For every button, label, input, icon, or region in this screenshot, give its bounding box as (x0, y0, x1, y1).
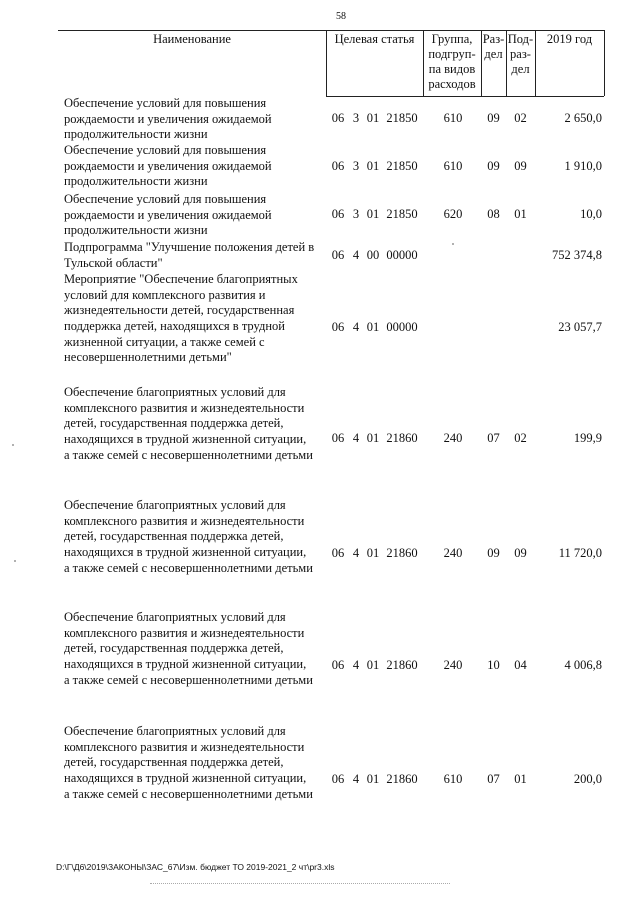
row-b-cell: 4 (352, 431, 360, 445)
scan-speck (14, 560, 16, 562)
row-c-cell: 01 (366, 320, 380, 334)
page-number: 58 (336, 11, 346, 22)
row-amt-cell: 23 057,7 (558, 320, 602, 334)
row-name-line: Обеспечение условий для повышения (64, 96, 267, 110)
row-name-line: детей, государственная поддержка детей, (64, 755, 284, 770)
header-section: Раз- дел (482, 32, 505, 61)
row-sub-cell: 01 (514, 207, 527, 221)
row-d-cell: 21850 (386, 159, 418, 173)
row-b-cell: 4 (352, 248, 360, 262)
row-name-line: находящихся в трудной жизненной ситуации, (64, 545, 307, 560)
row-grp-cell: 610 (443, 772, 463, 786)
row-sec-cell: 09 (487, 546, 500, 560)
row-name-line: Обеспечение благоприятных условий для (64, 498, 286, 512)
header-subsection: Под- раз- дел (507, 32, 534, 76)
row-sec-cell: 09 (487, 159, 500, 173)
row-name-line: детей, государственная поддержка детей, (64, 416, 284, 431)
row-c-cell: 01 (366, 207, 380, 221)
row-d-cell: 21850 (386, 111, 418, 125)
row-name-line: Обеспечение условий для повышения (64, 192, 267, 206)
row-d-cell: 21850 (386, 207, 418, 221)
row-grp-cell: 240 (443, 546, 463, 560)
row-a-cell: 06 (331, 772, 345, 786)
row-d-cell: 00000 (386, 320, 418, 334)
row-grp-cell: 610 (443, 159, 463, 173)
row-b-cell: 3 (352, 111, 360, 125)
row-a-cell: 06 (331, 320, 345, 334)
header-name: Наименование (153, 32, 231, 46)
row-name-line: Тульской области" (64, 255, 163, 270)
row-name (64, 240, 326, 271)
row-name-line: комплексного развития и жизнедеятельности (64, 625, 305, 640)
row-name-line: Обеспечение благоприятных условий для (64, 724, 286, 738)
row-grp-cell: 610 (443, 111, 463, 125)
header-target: Целевая статья (334, 32, 415, 46)
row-name-line: а также семей с несовершеннолетними детьми (64, 560, 313, 575)
row-name-line: а также семей с несовершеннолетними детьми (64, 672, 313, 687)
row-name-line: жизнедеятельности детей, государственная (64, 303, 295, 318)
row-grp-cell: 240 (443, 658, 463, 672)
row-name-line: а также семей с несовершеннолетними детьми (64, 447, 313, 462)
header-bottom-rule (326, 96, 604, 97)
row-a-cell: 06 (331, 431, 345, 445)
row-name-line: детей, государственная поддержка детей, (64, 641, 284, 656)
row-d-cell: 21860 (386, 431, 418, 445)
row-amt-cell: 10,0 (580, 207, 602, 221)
row-sec-cell: 09 (487, 111, 500, 125)
scan-speck (452, 243, 454, 245)
row-grp-cell: 620 (443, 207, 463, 221)
row-name-line: рождаемости и увеличения ожидаемой (64, 207, 272, 222)
row-c-cell: 01 (366, 546, 380, 560)
row-d-cell: 21860 (386, 772, 418, 786)
row-name-line: продолжительности жизни (64, 174, 208, 189)
row-a-cell: 06 (331, 658, 345, 672)
row-name-line: Мероприятие "Обеспечение благоприятных (64, 272, 298, 286)
row-c-cell: 01 (366, 111, 380, 125)
row-amt-cell: 11 720,0 (558, 546, 602, 560)
header-divider-6 (604, 30, 605, 96)
row-name-line: детей, государственная поддержка детей, (64, 529, 284, 544)
row-d-cell: 21860 (386, 658, 418, 672)
row-amt-cell: 1 910,0 (564, 159, 602, 173)
row-sub-cell: 01 (514, 772, 527, 786)
header-year: 2019 год (546, 32, 593, 46)
row-b-cell: 4 (352, 772, 360, 786)
row-b-cell: 4 (352, 658, 360, 672)
row-name (64, 192, 326, 239)
row-grp-cell: 240 (443, 431, 463, 445)
row-name-line: несовершеннолетними детьми" (64, 350, 232, 365)
row-sec-cell: 10 (487, 658, 500, 672)
row-name-line: продолжительности жизни (64, 223, 208, 238)
row-name-line: комплексного развития и жизнедеятельности (64, 513, 305, 528)
row-name-line: Обеспечение благоприятных условий для (64, 385, 286, 399)
row-name (64, 96, 326, 143)
row-name-line: рождаемости и увеличения ожидаемой (64, 158, 272, 173)
row-b-cell: 3 (352, 159, 360, 173)
row-name (64, 724, 326, 802)
row-name (64, 385, 326, 463)
row-c-cell: 01 (366, 159, 380, 173)
row-d-cell: 21860 (386, 546, 418, 560)
row-sec-cell: 07 (487, 431, 500, 445)
row-name-line: находящихся в трудной жизненной ситуации, (64, 657, 307, 672)
row-c-cell: 01 (366, 658, 380, 672)
row-name-line: а также семей с несовершеннолетними детьми (64, 786, 313, 801)
row-sub-cell: 09 (514, 546, 527, 560)
row-a-cell: 06 (331, 546, 345, 560)
row-b-cell: 4 (352, 546, 360, 560)
row-amt-cell: 752 374,8 (552, 248, 602, 262)
row-name (64, 143, 326, 190)
row-sub-cell: 04 (514, 658, 527, 672)
row-name-line: Обеспечение благоприятных условий для (64, 610, 286, 624)
header-top-rule (58, 30, 604, 31)
row-amt-cell: 200,0 (573, 772, 602, 786)
row-name-line: жизненной ситуации, а также семей с (64, 334, 265, 349)
row-c-cell: 01 (366, 431, 380, 445)
row-sec-cell: 08 (487, 207, 500, 221)
row-sec-cell: 07 (487, 772, 500, 786)
row-amt-cell: 4 006,8 (564, 658, 602, 672)
row-name-line: Обеспечение условий для повышения (64, 143, 267, 157)
row-name (64, 272, 326, 366)
row-d-cell: 00000 (386, 248, 418, 262)
row-b-cell: 3 (352, 207, 360, 221)
row-sub-cell: 02 (514, 431, 527, 445)
footer-scan-line (150, 883, 450, 885)
file-path-footer: D:\Г\Д6\2019\ЗАКОНЫ\ЗАС_67\Изм. бюджет ТО 2019-2021_2 чт\pr3.xls (56, 862, 335, 872)
row-a-cell: 06 (331, 248, 345, 262)
row-name-line: продолжительности жизни (64, 127, 208, 142)
row-amt-cell: 2 650,0 (564, 111, 602, 125)
row-name-line: условий для комплексного развития и (64, 287, 266, 302)
row-a-cell: 06 (331, 111, 345, 125)
scan-speck (12, 444, 14, 446)
row-name (64, 610, 326, 688)
row-sub-cell: 02 (514, 111, 527, 125)
header-group: Группа, подгруп- па видов расходов (428, 32, 476, 91)
row-name-line: находящихся в трудной жизненной ситуации, (64, 432, 307, 447)
row-c-cell: 00 (366, 248, 380, 262)
row-sub-cell: 09 (514, 159, 527, 173)
row-name-line: находящихся в трудной жизненной ситуации, (64, 771, 307, 786)
row-name-line: поддержка детей, находящихся в трудной (64, 319, 285, 334)
row-name-line: комплексного развития и жизнедеятельности (64, 400, 305, 415)
row-a-cell: 06 (331, 159, 345, 173)
row-name-line: комплексного развития и жизнедеятельности (64, 739, 305, 754)
row-a-cell: 06 (331, 207, 345, 221)
row-name-line: Подпрограмма "Улучшение положения детей в (64, 240, 315, 254)
row-name (64, 498, 326, 576)
row-b-cell: 4 (352, 320, 360, 334)
row-name-line: рождаемости и увеличения ожидаемой (64, 111, 272, 126)
row-c-cell: 01 (366, 772, 380, 786)
row-amt-cell: 199,9 (573, 431, 602, 445)
